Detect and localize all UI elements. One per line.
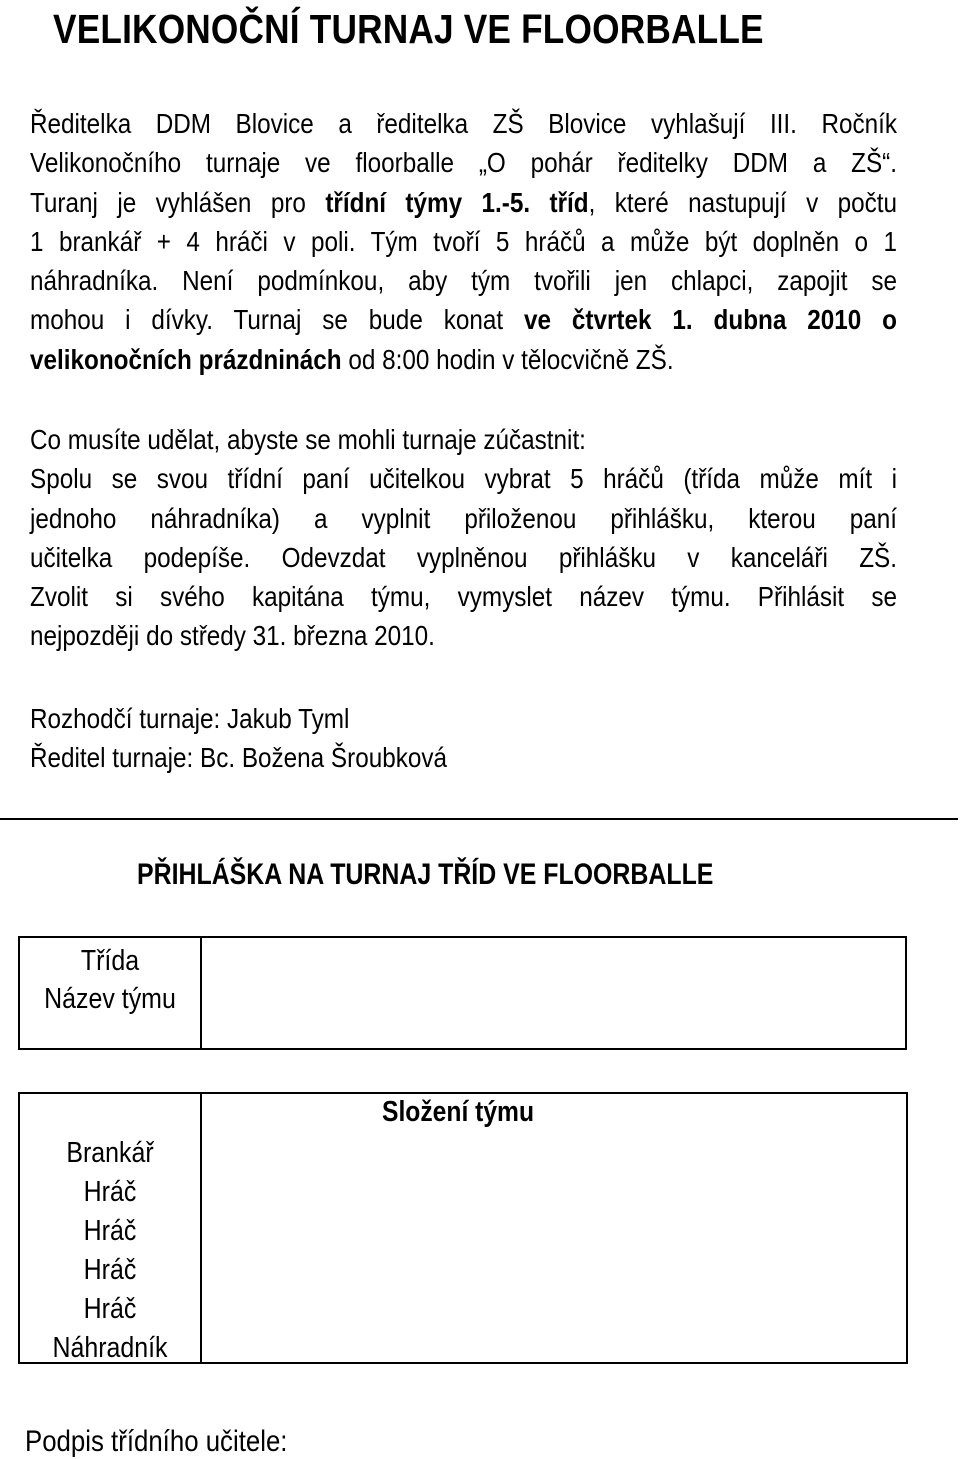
intro-line: 1 brankář + 4 hráči v poli. Tým tvoří 5 hráčů a může být doplněn o 1 (30, 225, 897, 257)
document-title: VELIKONOČNÍ TURNAJ VE FLOORBALLE (53, 6, 764, 52)
intro-line: Velikonočního turnaje ve floorballe „O pohár ředitelky DDM a ZŠ“. (30, 147, 897, 179)
intro-paragraph (30, 104, 897, 379)
intro-line: mohou i dívky. Turnaj se bude konat ve čtvrtek 1. dubna 2010 o (30, 304, 897, 336)
roster-label: Náhradník (52, 1332, 168, 1364)
roster-label: Hráč (83, 1293, 137, 1325)
team-info-labels (20, 942, 200, 1018)
instructions-line: Co musíte udělat, abyste se mohli turnaje zúčastnit: (30, 424, 586, 455)
roster-label: Hráč (83, 1215, 137, 1247)
emphasis: velikonočních prázdninách (30, 343, 342, 375)
table-divider (200, 1094, 202, 1362)
instructions-line: Zvolit si svého kapitána týmu, vymyslet název týmu. Přihlásit se (30, 581, 897, 613)
team-name-label: Název týmu (44, 983, 176, 1015)
instructions-line: jednoho náhradníka) a vyplnit přiloženou přihlášku, kterou paní (30, 502, 897, 534)
intro-line: Ředitelka DDM Blovice a ředitelka ZŠ Blovice vyhlašují III. Ročník (30, 108, 897, 139)
instructions-paragraph (30, 420, 897, 656)
class-label: Třída (80, 945, 140, 977)
referee-line: Rozhodčí turnaje: Jakub Tyml (30, 703, 350, 734)
form-title: PŘIHLÁŠKA NA TURNAJ TŘÍD VE FLOORBALLE (137, 858, 714, 891)
instructions-line: nejpozději do středy 31. března 2010. (30, 620, 435, 652)
table-divider (200, 938, 202, 1048)
emphasis: třídní týmy 1.-5. tříd (325, 186, 589, 218)
officials-block (30, 699, 897, 778)
roster-label: Hráč (83, 1176, 137, 1208)
director-line: Ředitel turnaje: Bc. Božena Šroubková (30, 742, 447, 774)
roster-labels (20, 1134, 200, 1368)
instructions-line: Spolu se svou třídní paní učitelkou vybrat 5 hráčů (třída může mít i (30, 463, 897, 495)
roster-label: Hráč (83, 1254, 137, 1286)
roster-label: Brankář (66, 1137, 154, 1169)
intro-line: Turanj je vyhlášen pro třídní týmy 1.-5. tříd, které nastupují v počtu (30, 186, 898, 218)
instructions-line: učitelka podepíše. Odevzdat vyplněnou přihlášku v kanceláři ZŠ. (30, 541, 897, 573)
section-divider (0, 818, 958, 820)
team-info-table (18, 936, 907, 1050)
roster-heading: Složení týmu (382, 1096, 535, 1128)
roster-table (18, 1092, 908, 1364)
intro-line: náhradníka. Není podmínkou, aby tým tvořili jen chlapci, zapojit se (30, 265, 897, 297)
signature-label: Podpis třídního učitele: (25, 1425, 288, 1458)
intro-line: velikonočních prázdninách od 8:00 hodin v tělocvičně ZŠ. (30, 343, 674, 375)
emphasis: ve čtvrtek 1. dubna 2010 o (524, 304, 897, 336)
